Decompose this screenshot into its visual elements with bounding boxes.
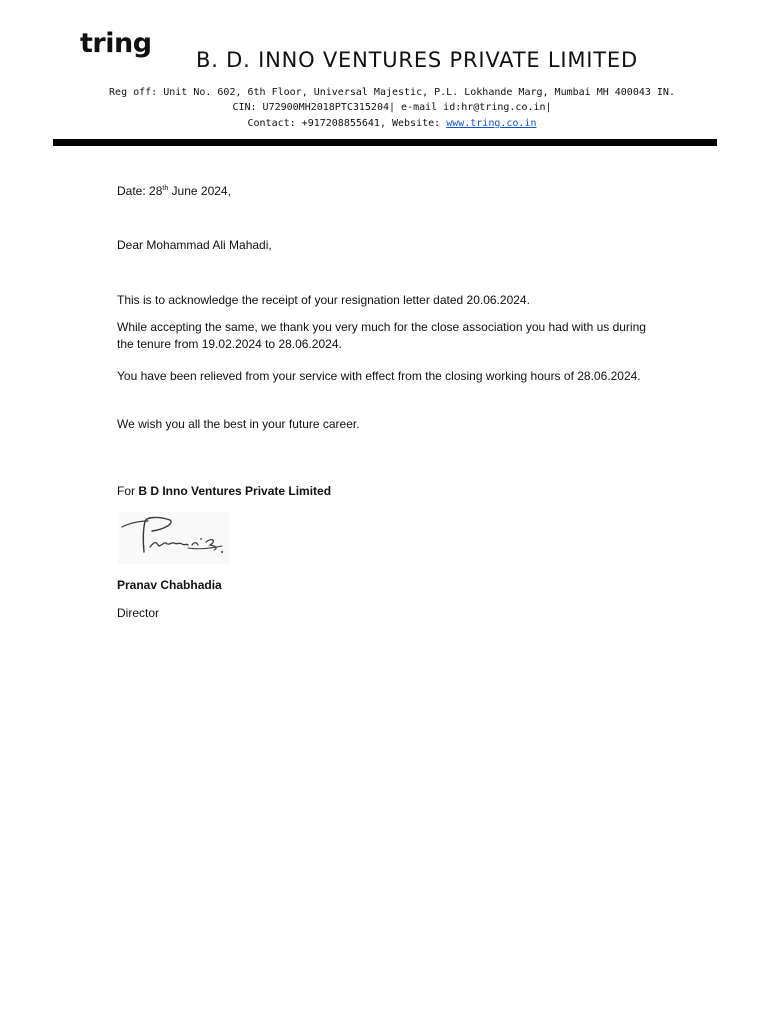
paragraph-relieved: You have been relieved from your service with effect from the closing working hours of 28.06.2024. [117, 369, 641, 383]
letter-date [117, 183, 231, 199]
for-prefix: For [117, 484, 139, 498]
salutation: Dear Mohammad Ali Mahadi, [117, 238, 272, 252]
signatory-title: Director [117, 606, 160, 620]
handwritten-signature [118, 512, 230, 564]
for-company-line [117, 483, 331, 499]
contact-text: Contact: +917208855641, Website: [247, 118, 447, 129]
date-ordinal: th [162, 185, 169, 192]
registered-office-address: Reg off: Unit No. 602, 6th Floor, Universal Majestic, P.L. Lokhande Marg, Mumbai MH 400043 IN. [109, 87, 675, 98]
cin-email-line: CIN: U72900MH2018PTC315204| e-mail id:hr@tring.co.in| [232, 102, 552, 113]
contact-line [0, 118, 768, 129]
company-logo: tring [80, 28, 152, 59]
company-name: B. D. INNO VENTURES PRIVATE LIMITED [196, 48, 638, 72]
website-link[interactable]: www.tring.co.in [446, 118, 537, 129]
date-suffix: June 2024, [168, 184, 231, 198]
paragraph-association-line-1: While accepting the same, we thank you very much for the close association you had with us during [117, 320, 646, 334]
paragraph-wishes: We wish you all the best in your future career. [117, 417, 360, 431]
paragraph-acknowledgement: This is to acknowledge the receipt of your resignation letter dated 20.06.2024. [117, 293, 530, 307]
paragraph-association-line-2: the tenure from 19.02.2024 to 28.06.2024. [117, 337, 342, 351]
date-prefix: Date: 28 [117, 184, 163, 198]
letterhead-divider [53, 139, 717, 146]
signatory-name: Pranav Chabhadia [117, 578, 222, 592]
for-company-name: B D Inno Ventures Private Limited [138, 484, 332, 498]
